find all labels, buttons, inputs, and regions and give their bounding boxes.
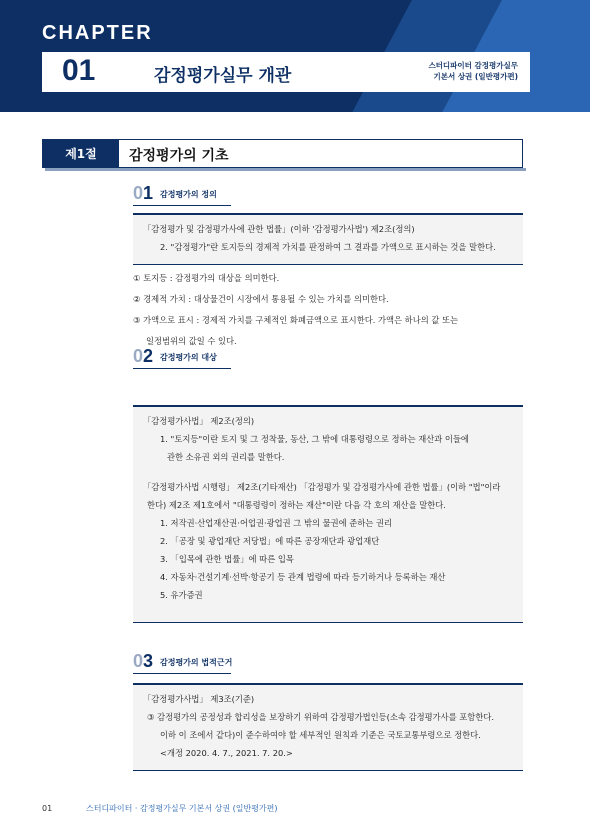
definition-item: ② 경제적 가치 : 대상물건이 시장에서 통용될 수 있는 가치를 의미한다. [133, 294, 389, 304]
subheading-underline [133, 368, 231, 369]
subheading-title: 감정평가의 법적근거 [160, 658, 233, 667]
law-clause-cont: 이하 이 조에서 같다)이 준수하여야 할 세부적인 원칙과 기준은 국토교통부령으로 정한다. [160, 730, 481, 740]
law-citation: 「감정평가 및 감정평가사에 관한 법률」(이하 '감정평가사법') 제2조(정의) [143, 224, 415, 234]
definition-item: ③ 가액으로 표시 : 경제적 가치를 구체적인 화폐금액으로 표시한다. 가액은 하나의 값 또는 [133, 315, 459, 325]
law-citation: 「감정평가사법」 제2조(정의) [143, 416, 255, 426]
chapter-number: 01 [62, 54, 96, 87]
law-clause: 1. "토지등"이란 토지 및 그 정착물, 동산, 그 밖에 대통령령으로 정하는 재산과 이들에 [160, 434, 469, 444]
subheading-01 [133, 183, 217, 207]
law-item: 4. 자동차·건설기계·선박·항공기 등 관계 법령에 따라 등기하거나 등록하는 재산 [160, 572, 446, 582]
law-clause: ③ 감정평가의 공정성과 합리성을 보장하기 위하여 감정평가법인등(소속 감정평가사를 포함한다. [147, 712, 494, 722]
book-info [428, 60, 518, 82]
law-box-03 [133, 683, 523, 771]
definition-item-cont: 일정범위의 값일 수 있다. [146, 336, 237, 346]
amendment-note: <개정 2020. 4. 7., 2021. 7. 20.> [160, 748, 293, 758]
section-bar-shadow [45, 168, 526, 171]
law-citation: 「감정평가사법」 제3조(기준) [143, 694, 255, 704]
section-label: 제1절 [43, 140, 119, 167]
chapter-word: CHAPTER [42, 22, 153, 44]
definition-list [133, 268, 523, 352]
law-item: 5. 유가증권 [160, 590, 203, 600]
law-citation: 「감정평가사법 시행령」 제2조(기타재산) 「감정평가 및 감정평가사에 관한 법률」(이하 "법"이라 [143, 482, 501, 492]
law-box-01 [133, 213, 523, 265]
subheading-title: 감정평가의 대상 [160, 353, 217, 362]
subheading-underline [133, 205, 231, 206]
section-title: 감정평가의 기초 [129, 148, 229, 164]
subheading-underline [133, 673, 231, 674]
law-item: 3. 「입목에 관한 법률」에 따른 입목 [160, 554, 294, 564]
page-number: 01 [42, 804, 53, 813]
law-clause-cont: 관한 소유권 외의 권리를 말한다. [167, 452, 285, 462]
subheading-number: 02 [133, 346, 154, 366]
chapter-title-box [42, 52, 530, 92]
law-box-02 [133, 405, 523, 623]
law-item: 2. 「공장 및 광업재단 저당법」에 따른 공장재단과 광업재단 [160, 536, 380, 546]
footer-book-title: 스터디파이터 · 감정평가실무 기본서 상권 (일반평가편) [86, 804, 278, 813]
book-line-1: 스터디파이터 감정평가실무 [428, 61, 518, 70]
book-line-2: 기본서 상권 (일반평가편) [433, 72, 518, 81]
definition-item: ① 토지등 : 감정평가의 대상을 의미한다. [133, 273, 280, 283]
subheading-number: 01 [133, 183, 154, 203]
chapter-header [0, 0, 590, 112]
chapter-title: 감정평가실무 개관 [154, 66, 292, 86]
spacer [143, 466, 523, 478]
subheading-02 [133, 346, 217, 370]
subheading-03 [133, 651, 233, 675]
law-item: 1. 저작권·산업재산권·어업권·광업권 그 밖의 물권에 준하는 권리 [160, 518, 393, 528]
law-citation-cont: 한다) 제2조 제1호에서 "대통령령이 정하는 재산"이란 다음 각 호의 재산을 말한다. [147, 500, 446, 510]
subheading-title: 감정평가의 정의 [160, 190, 217, 199]
section-bar [42, 139, 523, 168]
law-clause: 2. "감정평가"란 토지등의 경제적 가치를 판정하여 그 결과를 가액으로 표시하는 것을 말한다. [160, 242, 496, 252]
page-footer [42, 803, 278, 814]
subheading-number: 03 [133, 651, 154, 671]
